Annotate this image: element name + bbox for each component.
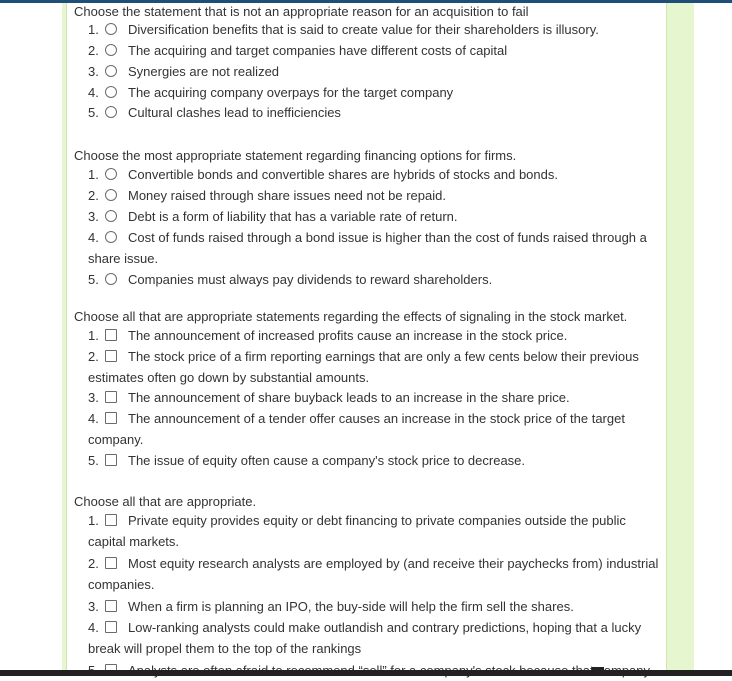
option-number: 1.: [88, 167, 99, 182]
radio-button[interactable]: [105, 168, 117, 180]
question-2-option-5[interactable]: [88, 269, 662, 290]
question-2-option-1[interactable]: [88, 164, 662, 185]
option-text: The announcement of increased profits cause an increase in the stock price.: [128, 328, 568, 343]
option-number: 4.: [88, 620, 99, 635]
question-1-option-1[interactable]: [88, 19, 662, 40]
question-1-option-5[interactable]: [88, 102, 662, 123]
option-text: The acquiring company overpays for the target company: [128, 85, 454, 100]
question-4-option-2[interactable]: [88, 553, 662, 595]
checkbox[interactable]: [105, 454, 117, 466]
option-text: Cost of funds raised through a bond issue is higher than the cost of funds raised through a share issue.: [88, 230, 647, 266]
option-number: 3.: [88, 209, 99, 224]
question-3-option-5[interactable]: [88, 450, 662, 471]
radio-button[interactable]: [105, 86, 117, 98]
option-number: 4.: [88, 411, 99, 426]
checkbox[interactable]: [105, 412, 117, 424]
question-3-option-3[interactable]: [88, 387, 662, 408]
option-text: Cultural clashes lead to inefficiencies: [128, 105, 341, 120]
option-text: The announcement of share buyback leads to an increase in the share price.: [128, 390, 570, 405]
right-gutter: [666, 3, 694, 670]
option-text: Private equity provides equity or debt financing to private companies outside the public capital markets.: [88, 513, 626, 549]
radio-button[interactable]: [105, 210, 117, 222]
question-2-option-3[interactable]: [88, 206, 662, 227]
question-3-option-2[interactable]: [88, 346, 662, 388]
option-number: 3.: [88, 390, 99, 405]
bottom-bar: [0, 670, 732, 676]
option-text: Diversification benefits that is said to create value for their shareholders is illusory.: [128, 22, 599, 37]
option-text: The acquiring and target companies have different costs of capital: [128, 43, 508, 58]
checkbox[interactable]: [105, 600, 117, 612]
option-number: 5.: [88, 272, 99, 287]
radio-button[interactable]: [105, 189, 117, 201]
question-1-option-3[interactable]: [88, 61, 662, 82]
option-text: Most equity research analysts are employed by (and receive their paychecks from) industrial companies.: [88, 556, 659, 592]
option-text: The announcement of a tender offer causes an increase in the stock price of the target company.: [88, 411, 625, 447]
option-text: Synergies are not realized: [128, 64, 280, 79]
checkbox[interactable]: [105, 350, 117, 362]
question-2-prompt: Choose the most appropriate statement regarding financing options for firms.: [74, 148, 517, 163]
radio-button[interactable]: [105, 65, 117, 77]
question-1-option-4[interactable]: [88, 82, 662, 103]
question-4-option-3[interactable]: [88, 596, 662, 617]
quiz-content: [67, 3, 666, 670]
question-1-prompt: Choose the statement that is not an appropriate reason for an acquisition to fail: [74, 4, 529, 19]
option-text: Money raised through share issues need not be repaid.: [128, 188, 446, 203]
question-2-option-4[interactable]: [88, 227, 662, 269]
option-number: 2.: [88, 349, 99, 364]
option-text: When a firm is planning an IPO, the buy-side will help the firm sell the shares.: [128, 599, 574, 614]
radio-button[interactable]: [105, 106, 117, 118]
radio-button[interactable]: [105, 23, 117, 35]
checkbox[interactable]: [105, 621, 117, 633]
question-4-prompt: Choose all that are appropriate.: [74, 494, 257, 509]
option-number: 3.: [88, 64, 99, 79]
option-number: 1.: [88, 328, 99, 343]
option-number: 4.: [88, 85, 99, 100]
question-1-option-2[interactable]: [88, 40, 662, 61]
radio-button[interactable]: [105, 44, 117, 56]
option-number: 5.: [88, 105, 99, 120]
radio-button[interactable]: [105, 273, 117, 285]
option-text: The issue of equity often cause a company's stock price to decrease.: [128, 453, 526, 468]
question-4-option-1[interactable]: [88, 510, 662, 552]
checkbox[interactable]: [105, 514, 117, 526]
option-number: 5.: [88, 453, 99, 468]
option-text: The stock price of a firm reporting earnings that are only a few cents below their previous estimates often go down by substantial amounts.: [88, 349, 639, 385]
question-3-option-4[interactable]: [88, 408, 662, 450]
option-number: 1.: [88, 22, 99, 37]
checkbox[interactable]: [105, 391, 117, 403]
question-3-option-1[interactable]: [88, 325, 662, 346]
option-number: 2.: [88, 43, 99, 58]
option-number: 1.: [88, 513, 99, 528]
option-text: Convertible bonds and convertible shares are hybrids of stocks and bonds.: [128, 167, 558, 182]
option-number: 3.: [88, 599, 99, 614]
option-number: 4.: [88, 230, 99, 245]
checkbox[interactable]: [105, 557, 117, 569]
question-2-option-2[interactable]: [88, 185, 662, 206]
question-4-option-4[interactable]: [88, 617, 662, 659]
left-margin: [0, 3, 62, 670]
option-text: Debt is a form of liability that has a variable rate of return.: [128, 209, 458, 224]
radio-button[interactable]: [105, 231, 117, 243]
question-3-prompt: Choose all that are appropriate statements regarding the effects of signaling in the stock market.: [74, 309, 628, 324]
option-number: 2.: [88, 556, 99, 571]
checkbox[interactable]: [105, 329, 117, 341]
option-number: 2.: [88, 188, 99, 203]
option-text: Low-ranking analysts could make outlandish and contrary predictions, hoping that a lucky break will propel them to the top of the rankings: [88, 620, 642, 656]
option-text: Companies must always pay dividends to reward shareholders.: [128, 272, 493, 287]
